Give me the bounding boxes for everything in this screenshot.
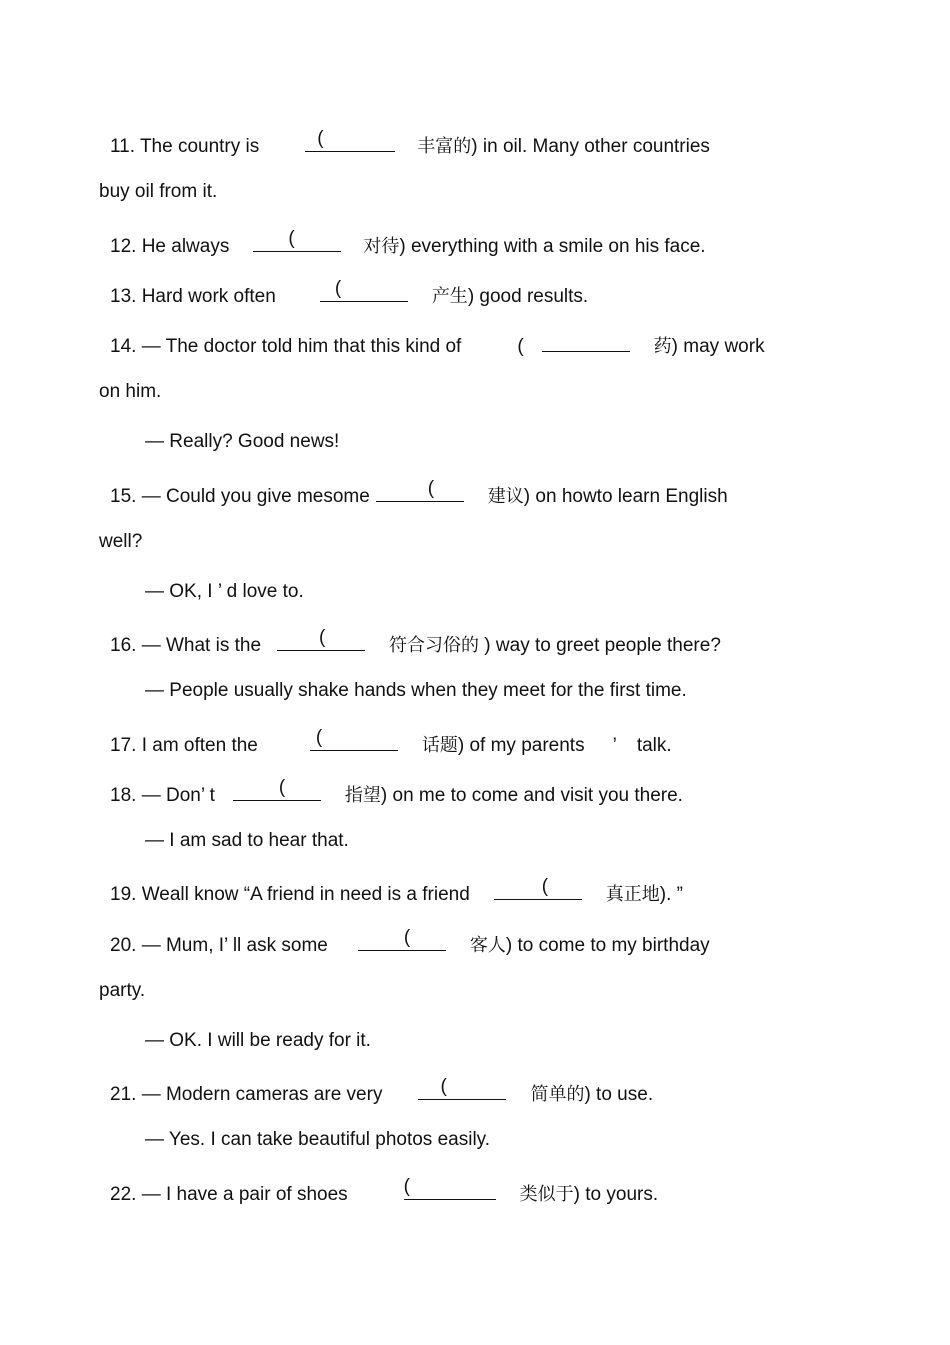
question-17 (110, 729, 672, 758)
question-17-tail: ) of my parents (457, 735, 585, 756)
question-15-text: 15. — Could you give mesome (110, 486, 370, 507)
answer-blank-19[interactable]: ( (494, 878, 582, 900)
question-20 (110, 929, 710, 958)
question-15-continued (99, 530, 142, 554)
question-13 (110, 280, 588, 309)
question-18-text: 18. — Don’ t (110, 785, 215, 806)
question-15 (110, 480, 728, 509)
question-20-text: 20. — Mum, I’ ll ask some (110, 935, 328, 956)
chinese-hint-22: 类似于 (519, 1184, 574, 1205)
question-12-tail: ) everything with a smile on his face. (399, 236, 706, 257)
question-21-text: 21. — Modern cameras are very (110, 1084, 383, 1105)
question-16 (110, 629, 721, 658)
chinese-hint-16: 符合习俗的 (389, 635, 480, 656)
answer-blank-14[interactable] (542, 330, 630, 352)
answer-blank-18[interactable]: ( (233, 779, 321, 801)
question-12-text: 12. He always (110, 236, 230, 257)
question-15-continued-text: well? (99, 531, 143, 552)
answer-blank-20[interactable]: ( (358, 929, 446, 951)
question-15-tail: ) on howto learn English (523, 486, 728, 507)
question-16-tail: ) way to greet people there? (479, 635, 721, 656)
answer-blank-22[interactable]: ( (404, 1178, 496, 1200)
chinese-hint-18: 指望 (344, 785, 381, 806)
question-20-continued (99, 979, 145, 1003)
question-18 (110, 779, 683, 808)
chinese-hint-14: 药 (653, 336, 672, 357)
question-20-reply (145, 1029, 371, 1053)
question-22-text: 22. — I have a pair of shoes (110, 1184, 348, 1205)
question-14-reply (145, 430, 339, 454)
answer-blank-17[interactable]: ( (310, 729, 398, 751)
question-18-reply (145, 829, 349, 853)
chinese-hint-21: 简单的 (530, 1084, 585, 1105)
chinese-hint-13: 产生 (431, 286, 468, 307)
question-11-continued (99, 180, 217, 204)
answer-blank-12[interactable]: ( (253, 230, 341, 252)
question-17-text: 17. I am often the (110, 735, 258, 756)
question-15-reply (145, 580, 304, 604)
question-14-continued (99, 380, 161, 404)
question-20-continued-text: party. (99, 980, 146, 1001)
question-14-paren: ( (517, 336, 524, 357)
question-16-reply-text: — People usually shake hands when they meet for the first time. (145, 680, 687, 701)
question-15-reply-text: — OK, I ’ d love to. (145, 581, 304, 602)
question-13-text: 13. Hard work often (110, 286, 276, 307)
question-11-tail: ) in oil. Many other countries (471, 136, 710, 157)
question-14-tail: ) may work (671, 336, 765, 357)
question-14 (110, 330, 765, 359)
question-14-text: 14. — The doctor told him that this kind of (110, 336, 462, 357)
chinese-hint-17: 话题 (421, 735, 458, 756)
question-19 (110, 878, 683, 907)
answer-blank-21[interactable]: ( (418, 1078, 506, 1100)
question-17-tail-2: talk. (636, 735, 672, 756)
question-12 (110, 230, 706, 259)
answer-blank-13[interactable]: ( (320, 280, 408, 302)
chinese-hint-11: 丰富的 (417, 136, 472, 157)
question-19-text: 19. Weall know “A friend in need is a friend (110, 884, 470, 905)
question-21-tail: ) to use. (584, 1084, 654, 1105)
question-11 (110, 130, 710, 159)
question-11-text: 11. The country is (110, 136, 260, 157)
question-21 (110, 1078, 653, 1107)
chinese-hint-20: 客人 (469, 935, 506, 956)
question-19-tail: ). ” (659, 884, 684, 905)
answer-blank-16[interactable]: ( (277, 629, 365, 651)
question-13-tail: ) good results. (467, 286, 589, 307)
answer-blank-15[interactable]: ( (376, 480, 464, 502)
chinese-hint-15: 建议 (487, 486, 524, 507)
question-17-apostrophe: ’ (612, 735, 617, 756)
question-22 (110, 1178, 658, 1207)
question-20-reply-text: — OK. I will be ready for it. (145, 1030, 371, 1051)
question-18-tail: ) on me to come and visit you there. (380, 785, 683, 806)
answer-blank-11[interactable]: ( (305, 130, 395, 152)
question-14-continued-text: on him. (99, 381, 162, 402)
question-14-reply-text: — Really? Good news! (145, 431, 340, 452)
question-16-reply (145, 679, 687, 703)
question-16-text: 16. — What is the (110, 635, 262, 656)
question-18-reply-text: — I am sad to hear that. (145, 830, 349, 851)
question-20-tail: ) to come to my birthday (505, 935, 710, 956)
question-22-tail: ) to yours. (573, 1184, 659, 1205)
chinese-hint-12: 对待 (363, 236, 400, 257)
question-21-reply-text: — Yes. I can take beautiful photos easily. (145, 1129, 491, 1150)
chinese-hint-19: 真正地 (605, 884, 660, 905)
question-21-reply (145, 1128, 490, 1152)
question-11-continued-text: buy oil from it. (99, 181, 218, 202)
